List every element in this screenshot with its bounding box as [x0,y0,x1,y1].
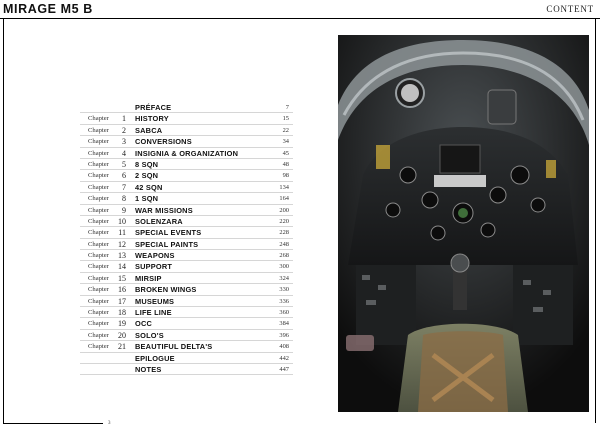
toc-entry-title: SPECIAL EVENTS [135,228,202,238]
toc-entry-page: 336 [279,297,289,305]
toc-entry-page: 200 [279,206,289,214]
toc-entry-page: 384 [279,320,289,328]
chapter-number: 14 [118,262,126,272]
chapter-label: Chapter [88,240,109,248]
chapter-number: 3 [122,137,126,147]
page-number: 3 [108,421,111,426]
toc-entry-page: 360 [279,309,289,317]
chapter-number: 6 [122,171,126,181]
toc-entry [80,182,293,193]
chapter-label: Chapter [88,138,109,146]
toc-entry-page: 248 [279,240,289,248]
toc-entry-page: 164 [279,195,289,203]
table-of-contents [80,102,293,375]
toc-entry-page: 396 [279,331,289,339]
chapter-number: 15 [118,273,126,283]
chapter-label: Chapter [88,320,109,328]
chapter-label: Chapter [88,229,109,237]
toc-entry [80,159,293,170]
toc-entry-title: SOLO'S [135,330,164,340]
chapter-label: Chapter [88,115,109,123]
toc-entry-page: 7 [285,104,289,111]
toc-entry-page: 447 [279,365,289,373]
chapter-number: 21 [118,342,126,352]
chapter-number: 4 [122,148,126,158]
chapter-label: Chapter [88,297,109,305]
toc-entry-title: BROKEN WINGS [135,285,197,295]
toc-entry-page: 48 [282,160,289,168]
chapter-number: 2 [122,125,126,135]
chapter-number: 12 [118,239,126,249]
toc-entry [80,318,293,329]
toc-entry-title: 8 SQN [135,159,159,169]
toc-entry-title: HISTORY [135,114,169,124]
chapter-label: Chapter [88,149,109,157]
toc-entry-page: 220 [279,217,289,225]
page-header [0,0,600,19]
toc-entry [80,250,293,261]
toc-entry-page: 228 [279,229,289,237]
toc-entry-title: 2 SQN [135,171,159,181]
toc-entry [80,341,293,352]
chapter-label: Chapter [88,195,109,203]
toc-entry-title: LIFE LINE [135,308,172,318]
chapter-label: Chapter [88,343,109,351]
book-title: MIRAGE M5 B [3,2,93,16]
chapter-label: Chapter [88,331,109,339]
toc-entry-page: 98 [282,172,289,180]
toc-entry-title: BEAUTIFUL DELTA'S [135,342,213,352]
toc-entry-title: SUPPORT [135,262,173,272]
chapter-label: Chapter [88,309,109,317]
chapter-label: Chapter [88,274,109,282]
toc-entry [80,307,293,318]
toc-entry-page: 324 [279,274,289,282]
toc-entry-page: 408 [279,343,289,351]
toc-entry [80,216,293,227]
chapter-number: 11 [118,228,126,238]
chapter-label: Chapter [88,217,109,225]
chapter-number: 18 [118,308,126,318]
chapter-label: Chapter [88,263,109,271]
toc-entry [80,113,293,124]
toc-entry [80,227,293,238]
chapter-label: Chapter [88,172,109,180]
toc-entry-page: 134 [279,183,289,191]
cockpit-photo [338,35,589,412]
toc-entry [80,273,293,284]
chapter-number: 10 [118,216,126,226]
chapter-label: Chapter [88,252,109,260]
toc-entry-page: 34 [282,138,289,146]
toc-entry-page: 268 [279,252,289,260]
toc-entry-page: 15 [282,115,289,123]
toc-entry [80,170,293,181]
toc-entry-page: 22 [282,126,289,134]
chapter-label: Chapter [88,126,109,134]
toc-entry-page: 300 [279,263,289,271]
toc-entry [80,148,293,159]
chapter-number: 16 [118,285,126,295]
chapter-number: 8 [122,194,126,204]
toc-entry-title: EPILOGUE [135,353,175,363]
chapter-number: 1 [122,114,126,124]
toc-entry [80,193,293,204]
toc-entry-title: OCC [135,319,153,329]
toc-entry-title: INSIGNIA & ORGANIZATION [135,148,239,158]
toc-entry [80,353,293,364]
toc-entry [80,284,293,295]
toc-entry-title: SOLENZARA [135,216,183,226]
toc-entry [80,102,293,113]
toc-entry [80,136,293,147]
toc-entry [80,125,293,136]
toc-entry-title: WAR MISSIONS [135,205,193,215]
toc-entry-title: MIRSIP [135,273,162,283]
toc-entry-page: 45 [282,149,289,157]
toc-entry [80,296,293,307]
chapter-label: Chapter [88,160,109,168]
chapter-number: 13 [118,251,126,261]
toc-entry-title: 1 SQN [135,194,159,204]
toc-entry-title: 42 SQN [135,182,163,192]
toc-entry-title: CONVERSIONS [135,137,192,147]
toc-entry [80,364,293,375]
toc-entry [80,261,293,272]
chapter-label: Chapter [88,206,109,214]
chapter-number: 5 [122,159,126,169]
toc-entry-title: MUSEUMS [135,296,175,306]
toc-entry-title: PRÉFACE [135,103,172,112]
toc-entry-title: NOTES [135,364,162,374]
toc-entry-title: SABCA [135,125,163,135]
chapter-number: 7 [122,182,126,192]
section-title: CONTENT [546,4,594,14]
toc-entry-page: 330 [279,286,289,294]
chapter-number: 20 [118,330,126,340]
toc-entry [80,330,293,341]
toc-entry [80,205,293,216]
chapter-label: Chapter [88,286,109,294]
chapter-number: 17 [118,296,126,306]
chapter-number: 19 [118,319,126,329]
footer-rule [3,423,103,424]
chapter-number: 9 [122,205,126,215]
chapter-label: Chapter [88,183,109,191]
toc-entry-title: WEAPONS [135,251,175,261]
toc-entry-title: SPECIAL PAINTS [135,239,199,249]
cockpit-photo-illustration [338,35,589,412]
toc-entry-page: 442 [279,354,289,362]
toc-entry [80,239,293,250]
